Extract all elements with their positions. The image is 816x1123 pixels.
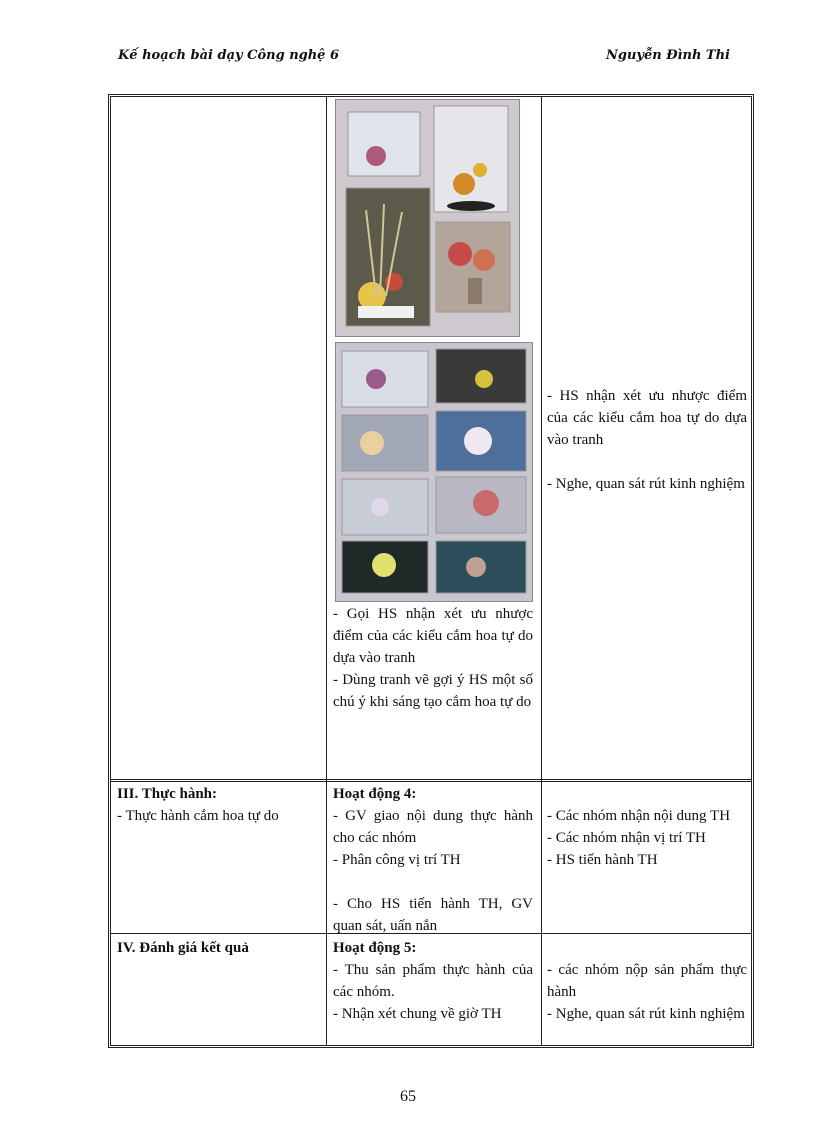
flower-photo-bottom [335, 342, 533, 602]
row1-col3-line-2: - Nghe, quan sát rút kinh nghiệm [547, 476, 745, 492]
row3-col2 [333, 937, 533, 1025]
row2-col1 [117, 783, 321, 827]
row2-col3 [547, 805, 747, 871]
row3-col3-line-1: - các nhóm nộp sản phẩm thực hành [547, 962, 747, 1000]
row1-col3-line-1: - HS nhận xét ưu nhược điểm của các kiểu cắm hoa tự do dựa vào tranh [547, 388, 747, 448]
row1-col3-text [547, 385, 747, 495]
row3-col3 [547, 959, 747, 1025]
row2-col2-line-1: - GV giao nội dung thực hành cho các nhóm [333, 808, 533, 846]
header-left: Kế hoạch bài dạy Công nghệ 6 [118, 48, 340, 63]
flower-photo-top [335, 99, 520, 337]
row2-col3-line-2: - Các nhóm nhận vị trí TH [547, 830, 706, 846]
row2-col2-line-3: - Cho HS tiến hành TH, GV quan sát, uấn nắn [333, 896, 533, 934]
row-divider-1 [111, 779, 751, 782]
row2-col2-line-2: - Phân công vị trí TH [333, 852, 461, 868]
row3-col2-line-1: - Thu sản phẩm thực hành của các nhóm. [333, 962, 533, 1000]
activity-4-title: Hoạt động 4: [333, 786, 417, 802]
col-divider-2 [541, 97, 542, 1045]
section-title-evaluation: IV. Đánh giá kết quả [117, 940, 249, 956]
row2-col2 [333, 783, 533, 937]
row2-col1-text: - Thực hành cắm hoa tự do [117, 808, 279, 824]
lesson-table [108, 94, 754, 1048]
section-title-practice: III. Thực hành: [117, 786, 218, 802]
header-right: Nguyễn Đình Thi [605, 48, 730, 63]
flower-photo-bottom-art [336, 343, 532, 601]
row2-col3-line-1: - Các nhóm nhận nội dung TH [547, 808, 731, 824]
row3-col1 [117, 937, 321, 959]
row2-col3-line-3: - HS tiến hành TH [547, 852, 658, 868]
row1-col2-line-2: - Dùng tranh vẽ gợi ý HS một số chú ý khi sáng tạo cắm hoa tự do [333, 672, 533, 710]
page-number: 65 [400, 1088, 416, 1105]
row1-col2-text [333, 603, 533, 713]
flower-photo-top-art [336, 100, 519, 336]
row3-col2-line-2: - Nhận xét chung về giờ TH [333, 1006, 502, 1022]
activity-5-title: Hoạt động 5: [333, 940, 417, 956]
col-divider-1 [326, 97, 327, 1045]
row1-col2-line-1: - Gọi HS nhận xét ưu nhược điểm của các kiểu cắm hoa tự do dựa vào tranh [333, 606, 533, 666]
row3-col3-line-2: - Nghe, quan sát rút kinh nghiệm [547, 1006, 745, 1022]
